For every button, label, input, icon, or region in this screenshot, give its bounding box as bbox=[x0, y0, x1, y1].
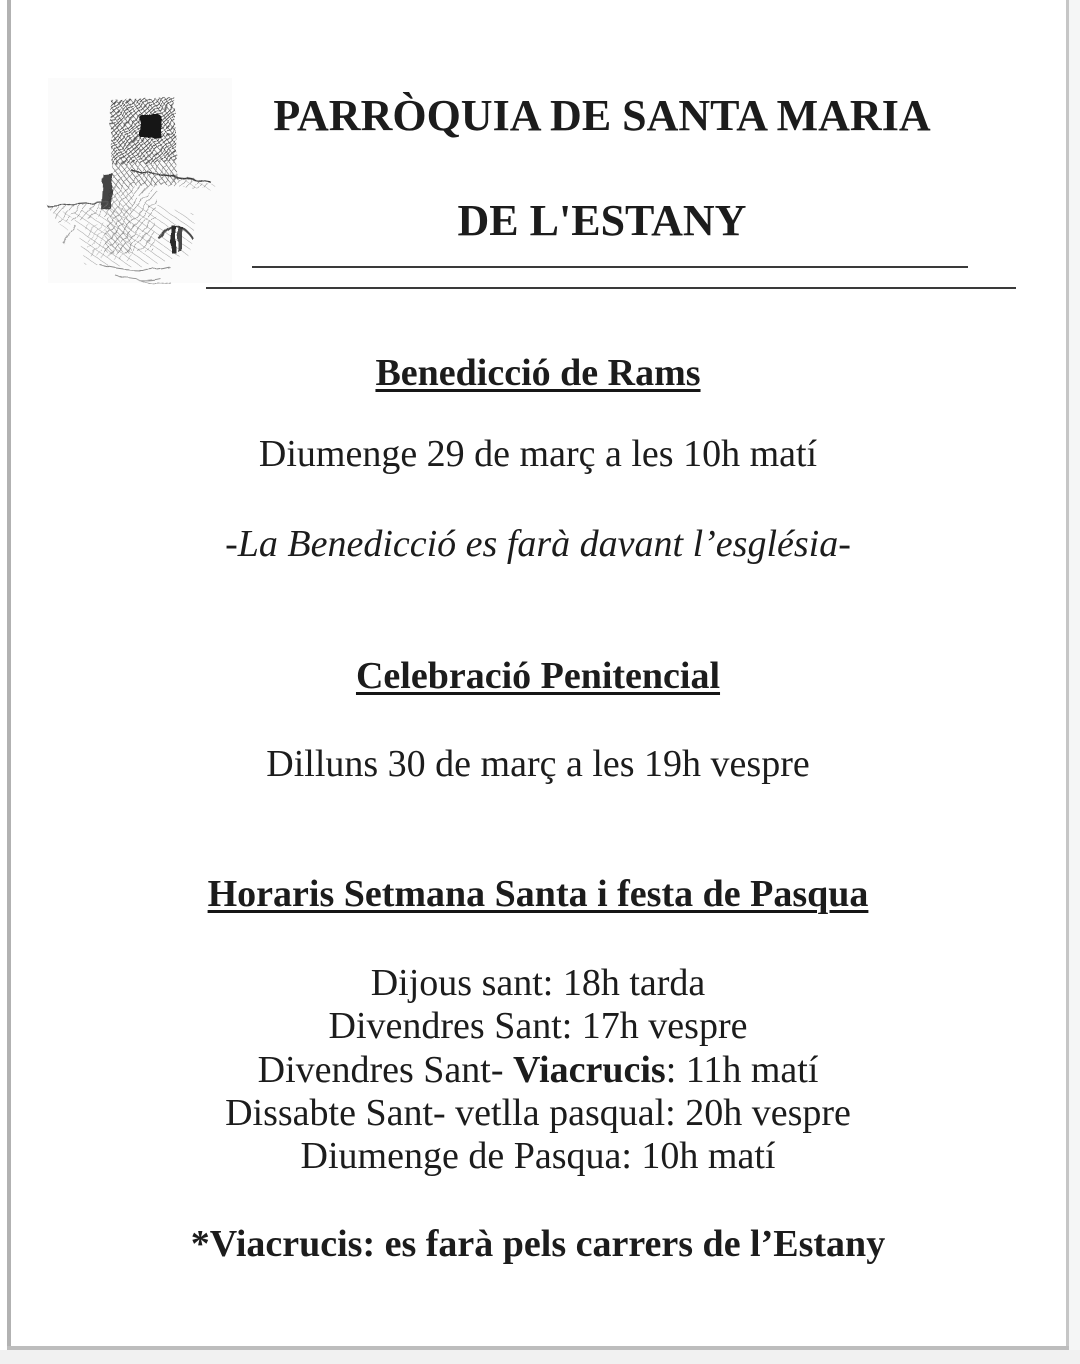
schedule-list bbox=[10, 962, 1066, 1178]
page-outside-right bbox=[1069, 0, 1080, 1350]
title-divider-line-2 bbox=[206, 287, 1016, 289]
schedule-line-text: Dijous sant: 18h tarda bbox=[370, 962, 706, 1004]
section-title-horaris-text: Horaris Setmana Santa i festa de Pasqua bbox=[207, 873, 869, 915]
page-outside-bottom bbox=[0, 1350, 1080, 1364]
section-title-benediccio bbox=[10, 351, 1066, 395]
schedule-line-text: Divendres Sant: 17h vespre bbox=[328, 1005, 748, 1048]
page-edge-bottom bbox=[7, 1346, 1069, 1350]
page-title-line1: PARRÒQUIA DE SANTA MARIA bbox=[273, 91, 931, 140]
section-title-benediccio-text: Benedicció de Rams bbox=[375, 352, 701, 394]
schedule-line-viacrucis bbox=[10, 1049, 1066, 1092]
schedule-line-divendres-sant bbox=[10, 1005, 1066, 1048]
schedule-line-dissabte-sant bbox=[10, 1092, 1066, 1135]
section-title-celebracio bbox=[10, 654, 1066, 698]
section-title-celebracio-text: Celebració Penitencial bbox=[355, 655, 721, 697]
page-title-line2: DE L'ESTANY bbox=[457, 196, 747, 245]
church-sketch-image bbox=[45, 75, 235, 315]
schedule-line-text: : 11h matí bbox=[665, 1048, 819, 1091]
schedule-line-dijous-sant bbox=[10, 962, 1066, 1005]
page-edge-right bbox=[1066, 0, 1069, 1350]
section-title-horaris bbox=[10, 872, 1066, 916]
benediccio-note-line: -La Benedicció es farà davant l’església- bbox=[225, 523, 851, 565]
viacrucis-footnote: *Viacrucis: es farà pels carrers de l’Estany bbox=[190, 1223, 886, 1265]
schedule-line-text: Dissabte Sant- vetlla pasqual: 20h vespre bbox=[225, 1091, 851, 1134]
celebracio-date-line: Dilluns 30 de març a les 19h vespre bbox=[266, 743, 810, 785]
benediccio-date-line: Diumenge 29 de març a les 10h matí bbox=[258, 433, 818, 475]
schedule-line-text: Divendres Sant- bbox=[257, 1048, 514, 1091]
title-divider-line-1 bbox=[252, 266, 968, 268]
schedule-line-diumenge-pasqua bbox=[10, 1135, 1066, 1178]
schedule-line-bold-text: Viacrucis bbox=[513, 1048, 666, 1091]
schedule-line-text: Diumenge de Pasqua: 10h matí bbox=[300, 1135, 776, 1178]
